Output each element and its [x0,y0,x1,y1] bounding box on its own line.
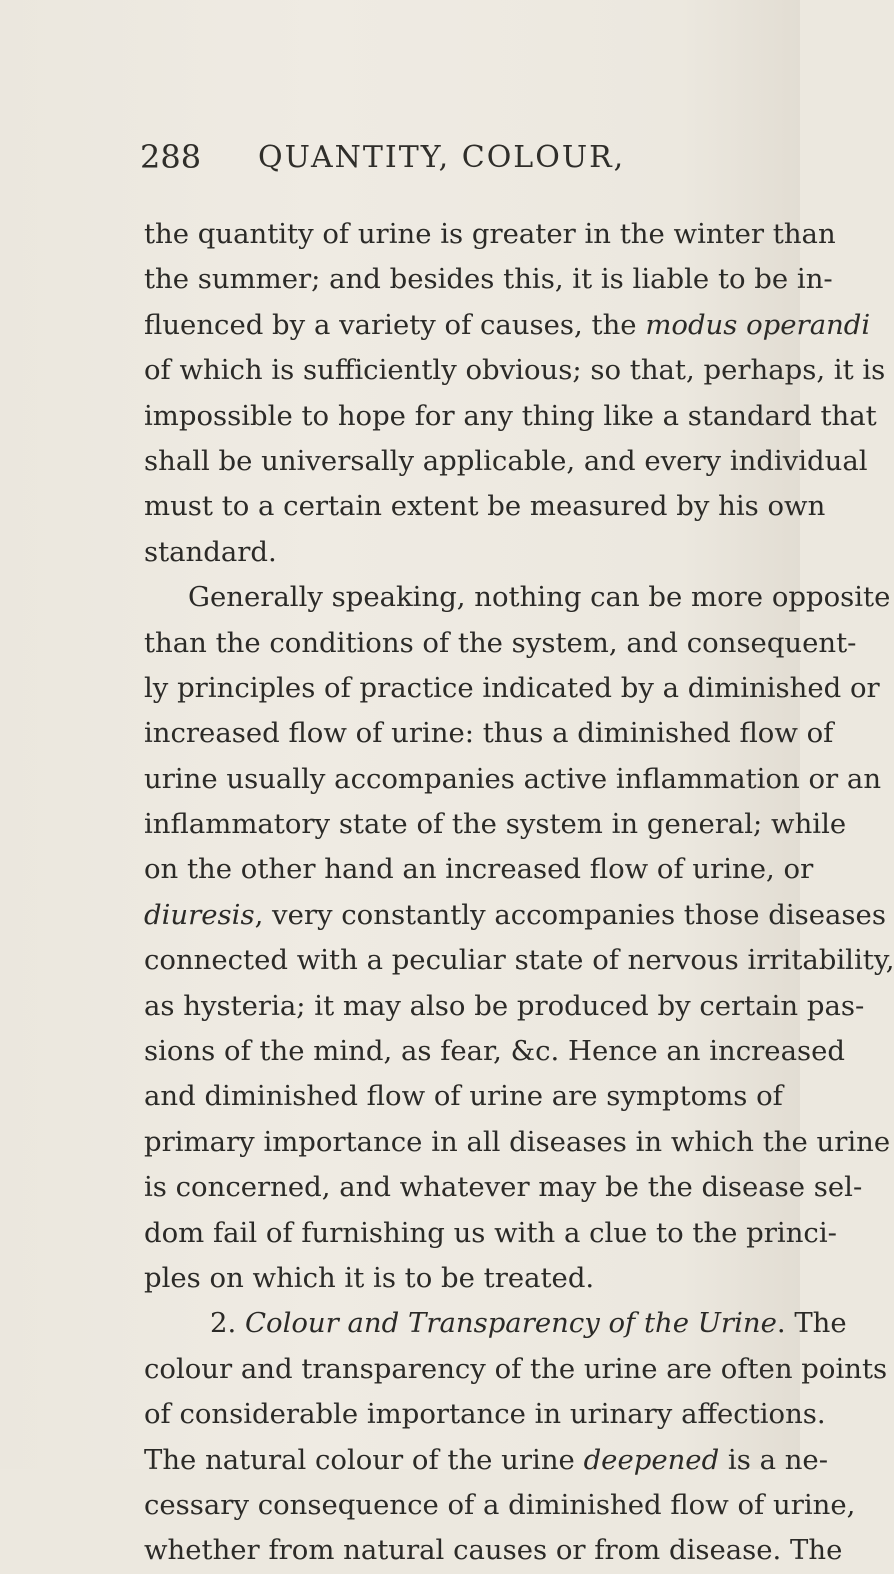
text-line: as hysteria; it may also be produced by certain pas- [144,989,865,1022]
text-line: The natural colour of the urine deepened is a ne- [144,1443,828,1476]
text-line: the quantity of urine is greater in the winter than [144,218,836,250]
running-header: QUANTITY, COLOUR, [258,140,626,175]
body-text [144,212,894,1574]
text-line: ples on which it is to be treated. [144,1261,595,1294]
text-line: impossible to hope for any thing like a standard that [144,399,877,432]
text-line: and diminished flow of urine are symptoms of [144,1080,783,1113]
text-line: must to a certain extent be measured by his own [144,490,826,523]
text-line: Generally speaking, nothing can be more opposite [188,581,891,614]
italic-phrase: modus operandi [645,308,871,341]
text-line: of considerable importance in urinary affections. [144,1398,826,1431]
section-heading-line: 2. Colour and Transparency of the Urine. The [210,1307,847,1340]
italic-phrase: Colour and Transparency of the Urine [244,1307,777,1340]
text-line: colour and transparency of the urine are often points [144,1352,888,1385]
text-line: diuresis, very constantly accompanies those diseases [144,898,886,931]
text-line: is concerned, and whatever may be the disease sel- [144,1171,863,1204]
text-line: connected with a peculiar state of nervous irritability, [144,944,894,977]
page-number: 288 [140,138,202,176]
text-line: dom fail of furnishing us with a clue to the princi- [144,1216,837,1249]
text-line: increased flow of urine: thus a diminished flow of [144,717,834,750]
text-line: standard. [144,535,277,568]
text-line: primary importance in all diseases in which the urine [144,1125,891,1158]
text-line: shall be universally applicable, and every individual [144,444,868,477]
text-line: ly principles of practice indicated by a diminished or [144,671,880,704]
italic-phrase: deepened [583,1443,720,1476]
text-line: cessary consequence of a diminished flow of urine, [144,1488,856,1521]
text-line: on the other hand an increased flow of urine, or [144,853,814,886]
text-line: whether from natural causes or from disease. The [144,1534,843,1567]
text-line: sions of the mind, as fear, &c. Hence an increased [144,1035,845,1068]
text-line: of which is sufficiently obvious; so that, perhaps, it is [144,354,886,387]
text-line: urine usually accompanies active inflammation or an [144,762,882,795]
text-line: fluenced by a variety of causes, the modus operandi [144,308,871,341]
text-line: than the conditions of the system, and consequent- [144,626,857,659]
text-line: inflammatory state of the system in general; while [144,808,847,841]
italic-phrase: diuresis [144,898,255,931]
text-line: the summer; and besides this, it is liable to be in- [144,263,833,296]
